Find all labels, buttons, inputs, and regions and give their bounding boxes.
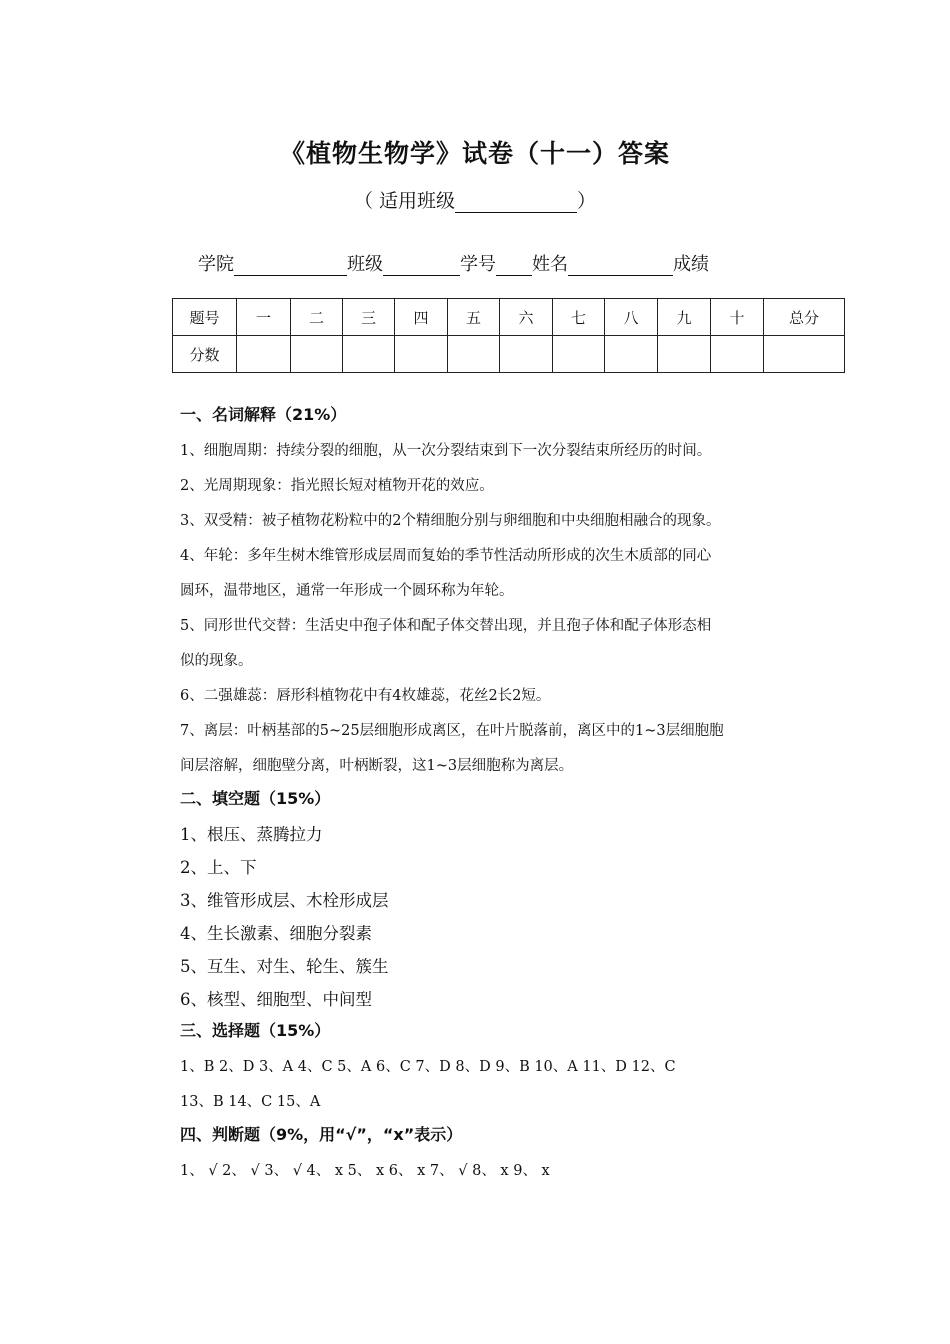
answer-line: 6、二强雄蕊：唇形科植物花中有4枚雄蕊，花丝2长2短。 <box>180 688 551 704</box>
name-blank <box>568 255 673 276</box>
table-cell: 三 <box>343 299 395 336</box>
answer-line: 3、双受精：被子植物花粉粒中的2个精细胞分别与卵细胞和中央细胞相融合的现象。 <box>180 513 721 529</box>
score-label: 成绩 <box>673 254 709 275</box>
answer-line: 圆环，温带地区，通常一年形成一个圆环称为年轮。 <box>180 583 514 599</box>
answer-line: 2、光周期现象：指光照长短对植物开花的效应。 <box>180 478 494 494</box>
answer-line: 5、同形世代交替：生活史中孢子体和配子体交替出现，并且孢子体和配子体形态相 <box>180 618 712 634</box>
score-cell <box>605 336 658 373</box>
table-score-row <box>173 336 845 373</box>
applicable-class-label: （ 适用班级 <box>353 190 456 212</box>
applicable-class-close: ） <box>577 190 597 212</box>
answer-line: 似的现象。 <box>180 653 253 669</box>
score-cell <box>237 336 291 373</box>
table-cell: 一 <box>237 299 291 336</box>
student-no-label: 学号 <box>460 254 496 275</box>
college-blank <box>234 255 347 276</box>
answer-line: 1、B 2、D 3、A 4、C 5、A 6、C 7、D 8、D 9、B 10、A 11、D 12、C <box>180 1059 676 1075</box>
table-cell: 七 <box>553 299 605 336</box>
student-no-blank <box>496 255 532 276</box>
answer-content <box>180 400 830 1189</box>
section-heading-fill-blank: 二、填空题（15%） <box>180 789 331 808</box>
class-label: 班级 <box>347 254 383 275</box>
score-cell <box>553 336 605 373</box>
score-cell <box>395 336 448 373</box>
section-heading-definitions: 一、名词解释（21%） <box>180 405 347 424</box>
applicable-class-blank <box>455 192 577 213</box>
answer-line: 4、生长激素、细胞分裂素 <box>180 924 372 943</box>
section-heading-multiple-choice: 三、选择题（15%） <box>180 1021 331 1040</box>
score-table <box>172 298 845 373</box>
college-label: 学院 <box>198 254 234 275</box>
answer-line: 1、 √ 2、 √ 3、 √ 4、 x 5、 x 6、 x 7、 √ 8、 x 9、 x <box>180 1163 550 1179</box>
table-cell: 八 <box>605 299 658 336</box>
score-cell <box>764 336 845 373</box>
score-cell <box>291 336 343 373</box>
answer-line: 3、维管形成层、木栓形成层 <box>180 891 389 910</box>
table-cell: 题号 <box>173 299 237 336</box>
answer-line: 7、离层：叶柄基部的5~25层细胞形成离区，在叶片脱落前，离区中的1~3层细胞胞 <box>180 723 724 739</box>
page-title: 《植物生物学》试卷（十一）答案 <box>279 139 670 168</box>
score-cell <box>500 336 553 373</box>
table-cell: 十 <box>711 299 764 336</box>
answer-line: 1、根压、蒸腾拉力 <box>180 825 323 844</box>
answer-line: 间层溶解，细胞壁分离，叶柄断裂，这1~3层细胞称为离层。 <box>180 758 574 774</box>
section-heading-true-false: 四、判断题（9%，用“√”，“x”表示） <box>180 1125 463 1144</box>
score-cell <box>711 336 764 373</box>
table-cell: 四 <box>395 299 448 336</box>
table-cell: 分数 <box>173 336 237 373</box>
answer-line: 13、B 14、C 15、A <box>180 1094 321 1110</box>
answer-line: 2、上、下 <box>180 858 257 877</box>
score-cell <box>448 336 500 373</box>
score-cell <box>343 336 395 373</box>
answer-line: 1、细胞周期：持续分裂的细胞，从一次分裂结束到下一次分裂结束所经历的时间。 <box>180 443 712 459</box>
table-cell: 二 <box>291 299 343 336</box>
score-cell <box>658 336 711 373</box>
name-label: 姓名 <box>532 254 568 275</box>
class-blank <box>383 255 460 276</box>
table-cell: 九 <box>658 299 711 336</box>
table-cell: 总分 <box>764 299 845 336</box>
student-info-line <box>198 250 709 276</box>
table-cell: 六 <box>500 299 553 336</box>
answer-line: 4、年轮：多年生树木维管形成层周而复始的季节性活动所形成的次生木质部的同心 <box>180 548 712 564</box>
table-header-row <box>173 299 845 336</box>
answer-line: 6、核型、细胞型、中间型 <box>180 990 372 1009</box>
applicable-class-line <box>0 186 950 213</box>
table-cell: 五 <box>448 299 500 336</box>
answer-line: 5、互生、对生、轮生、簇生 <box>180 957 389 976</box>
